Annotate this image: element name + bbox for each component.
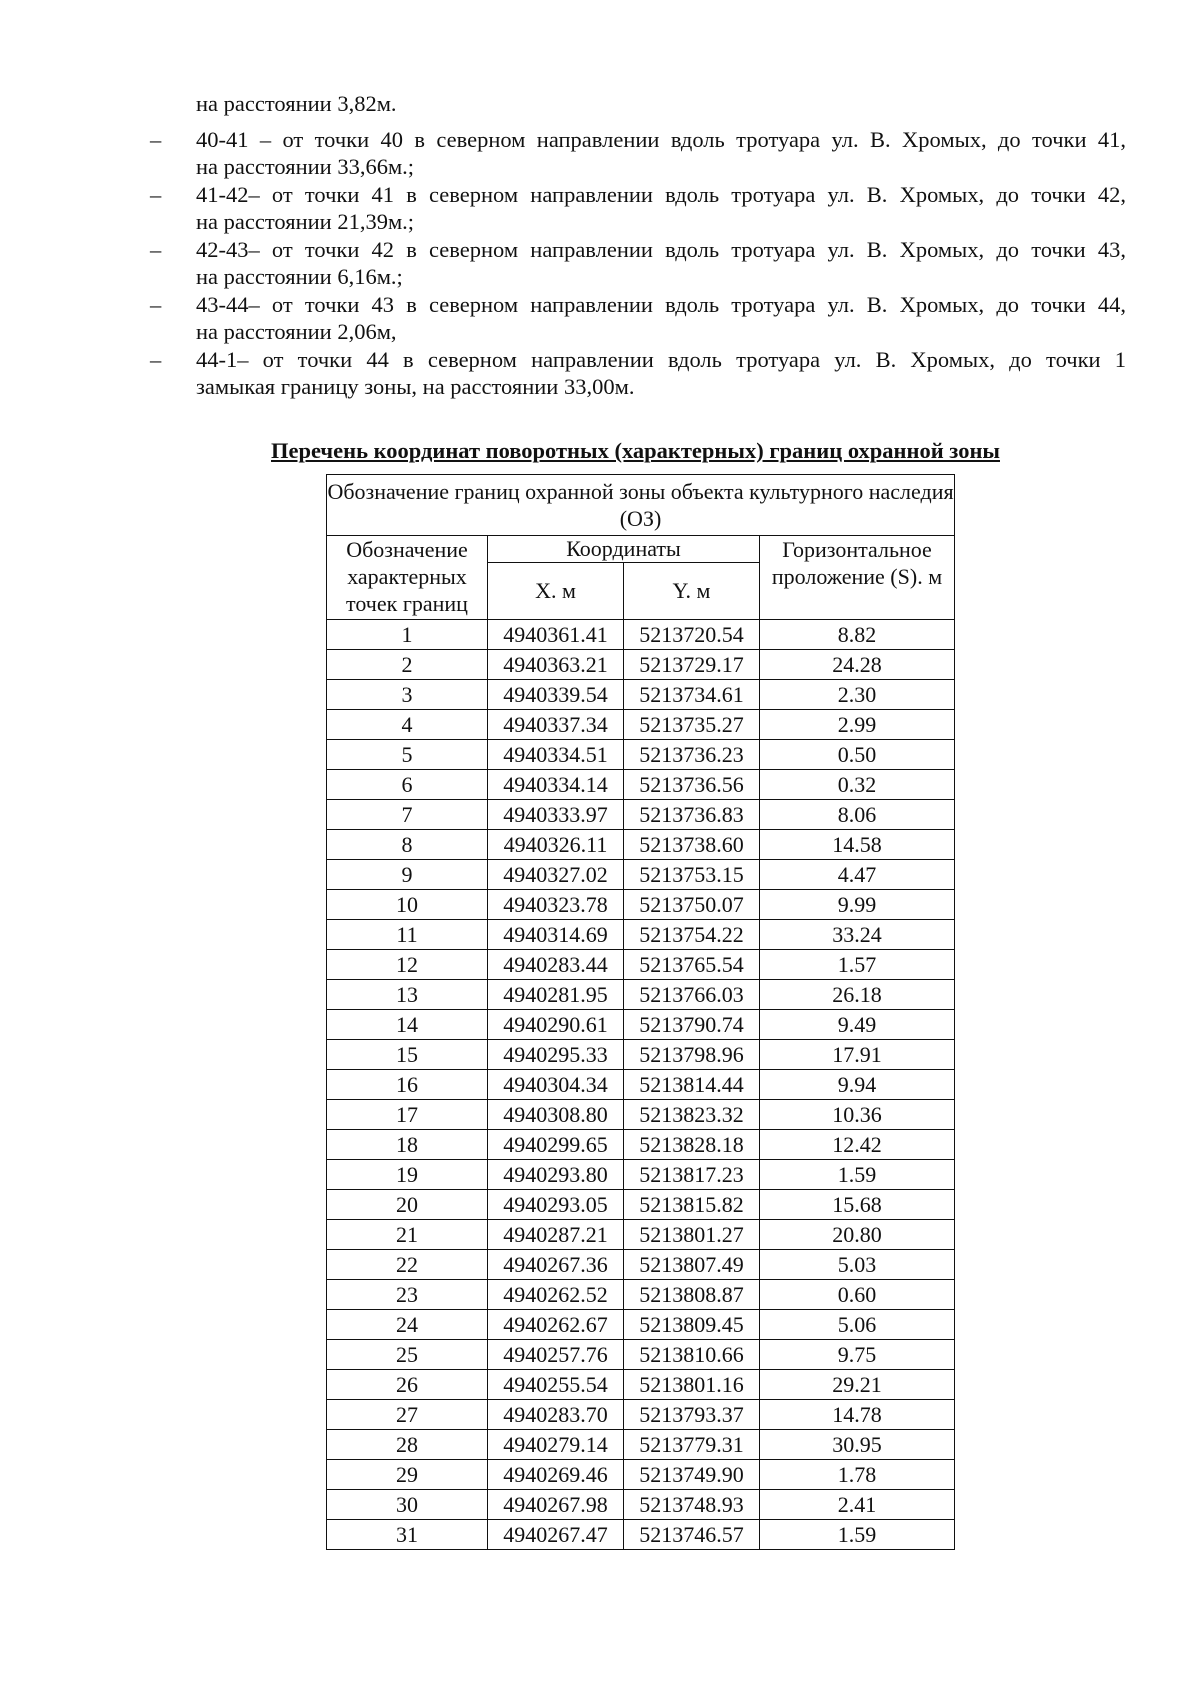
- point-number-cell: 27: [327, 1400, 488, 1430]
- x-coordinate-cell: 4940308.80: [488, 1100, 624, 1130]
- x-coordinate-cell: 4940293.80: [488, 1160, 624, 1190]
- horizontal-distance-cell: 2.30: [760, 680, 955, 710]
- point-column-header: Обозначение характерных точек границ: [327, 536, 488, 620]
- x-coordinate-cell: 4940361.41: [488, 620, 624, 650]
- horizontal-distance-cell: 1.57: [760, 950, 955, 980]
- point-number-cell: 9: [327, 860, 488, 890]
- x-coordinate-cell: 4940267.47: [488, 1520, 624, 1550]
- table-row: [327, 1040, 955, 1070]
- y-coordinate-cell: 5213798.96: [624, 1040, 760, 1070]
- horizontal-distance-cell: 5.03: [760, 1250, 955, 1280]
- lead-text: на расстоянии 3,82м.: [196, 91, 397, 116]
- point-number-cell: 30: [327, 1490, 488, 1520]
- point-number-cell: 8: [327, 830, 488, 860]
- horizontal-distance-cell: 14.58: [760, 830, 955, 860]
- y-coordinate-cell: 5213749.90: [624, 1460, 760, 1490]
- table-row: [327, 1430, 955, 1460]
- y-coordinate-cell: 5213814.44: [624, 1070, 760, 1100]
- table-row: [327, 1190, 955, 1220]
- x-coordinate-cell: 4940290.61: [488, 1010, 624, 1040]
- horizontal-distance-cell: 9.99: [760, 890, 955, 920]
- y-coordinate-cell: 5213735.27: [624, 710, 760, 740]
- x-coordinate-cell: 4940283.70: [488, 1400, 624, 1430]
- point-number-cell: 15: [327, 1040, 488, 1070]
- horizontal-distance-cell: 0.32: [760, 770, 955, 800]
- boundary-segment: [150, 291, 1126, 345]
- horizontal-distance-cell: 8.82: [760, 620, 955, 650]
- horizontal-distance-cell: 15.68: [760, 1190, 955, 1220]
- point-number-cell: 31: [327, 1520, 488, 1550]
- y-coordinate-cell: 5213738.60: [624, 830, 760, 860]
- point-number-cell: 24: [327, 1310, 488, 1340]
- y-coordinate-cell: 5213753.15: [624, 860, 760, 890]
- x-coordinate-cell: 4940267.98: [488, 1490, 624, 1520]
- y-coordinate-cell: 5213720.54: [624, 620, 760, 650]
- x-coordinate-cell: 4940326.11: [488, 830, 624, 860]
- y-coordinate-cell: 5213801.27: [624, 1220, 760, 1250]
- segment-distance: замыкая границу зоны, на расстоянии 33,00м.: [196, 374, 635, 399]
- y-coordinate-cell: 5213809.45: [624, 1310, 760, 1340]
- y-coordinate-cell: 5213793.37: [624, 1400, 760, 1430]
- x-coordinate-cell: 4940287.21: [488, 1220, 624, 1250]
- point-number-cell: 29: [327, 1460, 488, 1490]
- point-number-cell: 5: [327, 740, 488, 770]
- point-number-cell: 14: [327, 1010, 488, 1040]
- y-coordinate-cell: 5213734.61: [624, 680, 760, 710]
- y-coordinate-cell: 5213766.03: [624, 980, 760, 1010]
- list-dash: –: [150, 237, 162, 262]
- y-coordinate-cell: 5213815.82: [624, 1190, 760, 1220]
- list-dash: –: [150, 292, 162, 317]
- horizontal-distance-cell: 1.78: [760, 1460, 955, 1490]
- horizontal-distance-cell: 1.59: [760, 1520, 955, 1550]
- point-number-cell: 28: [327, 1430, 488, 1460]
- segment-distance: на расстоянии 33,66м.;: [196, 154, 415, 179]
- y-coordinate-cell: 5213817.23: [624, 1160, 760, 1190]
- table-row: [327, 920, 955, 950]
- table-row: [327, 980, 955, 1010]
- y-coordinate-cell: 5213801.16: [624, 1370, 760, 1400]
- y-coordinate-cell: 5213746.57: [624, 1520, 760, 1550]
- point-number-cell: 2: [327, 650, 488, 680]
- table-row: [327, 770, 955, 800]
- y-coordinate-cell: 5213736.56: [624, 770, 760, 800]
- boundary-segment-list: [150, 126, 1126, 401]
- x-coordinate-cell: 4940293.05: [488, 1190, 624, 1220]
- table-row: [327, 1370, 955, 1400]
- point-number-cell: 20: [327, 1190, 488, 1220]
- table-row: [327, 1520, 955, 1550]
- horizontal-distance-cell: 26.18: [760, 980, 955, 1010]
- point-number-cell: 4: [327, 710, 488, 740]
- boundary-segment: [150, 181, 1126, 235]
- horizontal-distance-cell: 2.99: [760, 710, 955, 740]
- table-row: [327, 860, 955, 890]
- list-dash: –: [150, 347, 162, 372]
- horizontal-distance-cell: 24.28: [760, 650, 955, 680]
- y-coordinate-cell: 5213736.23: [624, 740, 760, 770]
- x-coordinate-cell: 4940283.44: [488, 950, 624, 980]
- table-row: [327, 1280, 955, 1310]
- table-row: [327, 650, 955, 680]
- point-number-cell: 22: [327, 1250, 488, 1280]
- horizontal-distance-cell: 0.60: [760, 1280, 955, 1310]
- x-coordinate-cell: 4940323.78: [488, 890, 624, 920]
- horizontal-distance-cell: 20.80: [760, 1220, 955, 1250]
- table-row: [327, 1130, 955, 1160]
- y-coordinate-cell: 5213807.49: [624, 1250, 760, 1280]
- coordinates-table: [326, 474, 955, 1550]
- horizontal-distance-cell: 30.95: [760, 1430, 955, 1460]
- point-number-cell: 3: [327, 680, 488, 710]
- table-row: [327, 950, 955, 980]
- y-coordinate-cell: 5213765.54: [624, 950, 760, 980]
- y-coordinate-cell: 5213750.07: [624, 890, 760, 920]
- x-coordinate-cell: 4940339.54: [488, 680, 624, 710]
- point-number-cell: 13: [327, 980, 488, 1010]
- x-coordinate-cell: 4940267.36: [488, 1250, 624, 1280]
- x-column-header: X. м: [488, 563, 624, 620]
- x-coordinate-cell: 4940279.14: [488, 1430, 624, 1460]
- table-title: Перечень координат поворотных (характерных) границ охранной зоны: [271, 438, 1000, 463]
- x-coordinate-cell: 4940262.67: [488, 1310, 624, 1340]
- segment-text: 40-41 – от точки 40 в северном направлении вдоль тротуара ул. В. Хромых, до точки 41,: [196, 127, 1126, 152]
- horizontal-distance-cell: 14.78: [760, 1400, 955, 1430]
- horizontal-distance-cell: 5.06: [760, 1310, 955, 1340]
- table-row: [327, 1250, 955, 1280]
- coordinates-table-body: [327, 620, 955, 1550]
- y-coordinate-cell: 5213790.74: [624, 1010, 760, 1040]
- x-coordinate-cell: 4940314.69: [488, 920, 624, 950]
- list-dash: –: [150, 182, 162, 207]
- table-row: [327, 1010, 955, 1040]
- horizontal-distance-cell: 17.91: [760, 1040, 955, 1070]
- segment-distance: на расстоянии 21,39м.;: [196, 209, 415, 234]
- segment-text: 43-44– от точки 43 в северном направлении вдоль тротуара ул. В. Хромых, до точки 44,: [196, 292, 1126, 317]
- point-number-cell: 12: [327, 950, 488, 980]
- x-coordinate-cell: 4940304.34: [488, 1070, 624, 1100]
- horizontal-distance-cell: 1.59: [760, 1160, 955, 1190]
- point-number-cell: 21: [327, 1220, 488, 1250]
- y-coordinate-cell: 5213754.22: [624, 920, 760, 950]
- horizontal-distance-cell: 9.49: [760, 1010, 955, 1040]
- x-coordinate-cell: 4940281.95: [488, 980, 624, 1010]
- table-row: [327, 1160, 955, 1190]
- segment-distance: на расстоянии 6,16м.;: [196, 264, 403, 289]
- table-row: [327, 800, 955, 830]
- boundary-segment: [150, 346, 1126, 400]
- segment-text: 41-42– от точки 41 в северном направлении вдоль тротуара ул. В. Хромых, до точки 42,: [196, 182, 1126, 207]
- table-row: [327, 680, 955, 710]
- list-dash: –: [150, 127, 162, 152]
- table-row: [327, 740, 955, 770]
- x-coordinate-cell: 4940299.65: [488, 1130, 624, 1160]
- x-coordinate-cell: 4940295.33: [488, 1040, 624, 1070]
- point-number-cell: 11: [327, 920, 488, 950]
- point-number-cell: 17: [327, 1100, 488, 1130]
- x-coordinate-cell: 4940327.02: [488, 860, 624, 890]
- point-number-cell: 23: [327, 1280, 488, 1310]
- y-coordinate-cell: 5213823.32: [624, 1100, 760, 1130]
- horizontal-distance-cell: 12.42: [760, 1130, 955, 1160]
- point-number-cell: 7: [327, 800, 488, 830]
- y-coordinate-cell: 5213828.18: [624, 1130, 760, 1160]
- segment-distance: на расстоянии 2,06м,: [196, 319, 397, 344]
- point-number-cell: 1: [327, 620, 488, 650]
- segment-text: 42-43– от точки 42 в северном направлении вдоль тротуара ул. В. Хромых, до точки 43,: [196, 237, 1126, 262]
- table-row: [327, 1340, 955, 1370]
- point-number-cell: 25: [327, 1340, 488, 1370]
- x-coordinate-cell: 4940334.51: [488, 740, 624, 770]
- x-coordinate-cell: 4940269.46: [488, 1460, 624, 1490]
- segment-text: 44-1– от точки 44 в северном направлении вдоль тротуара ул. В. Хромых, до точки 1: [196, 347, 1126, 372]
- y-coordinate-cell: 5213736.83: [624, 800, 760, 830]
- y-coordinate-cell: 5213808.87: [624, 1280, 760, 1310]
- y-coordinate-cell: 5213748.93: [624, 1490, 760, 1520]
- table-caption: Обозначение границ охранной зоны объекта культурного наследия (ОЗ): [327, 475, 955, 536]
- x-coordinate-cell: 4940262.52: [488, 1280, 624, 1310]
- table-row: [327, 1490, 955, 1520]
- coordinates-column-header: Координаты: [488, 536, 760, 563]
- point-number-cell: 6: [327, 770, 488, 800]
- table-row: [327, 1310, 955, 1340]
- y-coordinate-cell: 5213810.66: [624, 1340, 760, 1370]
- horizontal-distance-cell: 9.94: [760, 1070, 955, 1100]
- horizontal-distance-cell: 9.75: [760, 1340, 955, 1370]
- horizontal-distance-cell: 33.24: [760, 920, 955, 950]
- boundary-segment: [150, 236, 1126, 290]
- horizontal-distance-cell: 4.47: [760, 860, 955, 890]
- boundary-segment: [150, 126, 1126, 180]
- table-row: [327, 1100, 955, 1130]
- point-number-cell: 16: [327, 1070, 488, 1100]
- table-row: [327, 1460, 955, 1490]
- table-row: [327, 890, 955, 920]
- x-coordinate-cell: 4940257.76: [488, 1340, 624, 1370]
- point-number-cell: 19: [327, 1160, 488, 1190]
- x-coordinate-cell: 4940333.97: [488, 800, 624, 830]
- table-row: [327, 620, 955, 650]
- y-column-header: Y. м: [624, 563, 760, 620]
- horizontal-distance-column-header: Горизонтальное проложение (S). м: [760, 536, 955, 620]
- horizontal-distance-cell: 29.21: [760, 1370, 955, 1400]
- table-row: [327, 1070, 955, 1100]
- table-row: [327, 1400, 955, 1430]
- x-coordinate-cell: 4940255.54: [488, 1370, 624, 1400]
- point-number-cell: 26: [327, 1370, 488, 1400]
- y-coordinate-cell: 5213779.31: [624, 1430, 760, 1460]
- horizontal-distance-cell: 8.06: [760, 800, 955, 830]
- horizontal-distance-cell: 2.41: [760, 1490, 955, 1520]
- horizontal-distance-cell: 0.50: [760, 740, 955, 770]
- table-row: [327, 710, 955, 740]
- x-coordinate-cell: 4940363.21: [488, 650, 624, 680]
- horizontal-distance-cell: 10.36: [760, 1100, 955, 1130]
- x-coordinate-cell: 4940337.34: [488, 710, 624, 740]
- point-number-cell: 10: [327, 890, 488, 920]
- table-row: [327, 1220, 955, 1250]
- table-row: [327, 830, 955, 860]
- y-coordinate-cell: 5213729.17: [624, 650, 760, 680]
- point-number-cell: 18: [327, 1130, 488, 1160]
- x-coordinate-cell: 4940334.14: [488, 770, 624, 800]
